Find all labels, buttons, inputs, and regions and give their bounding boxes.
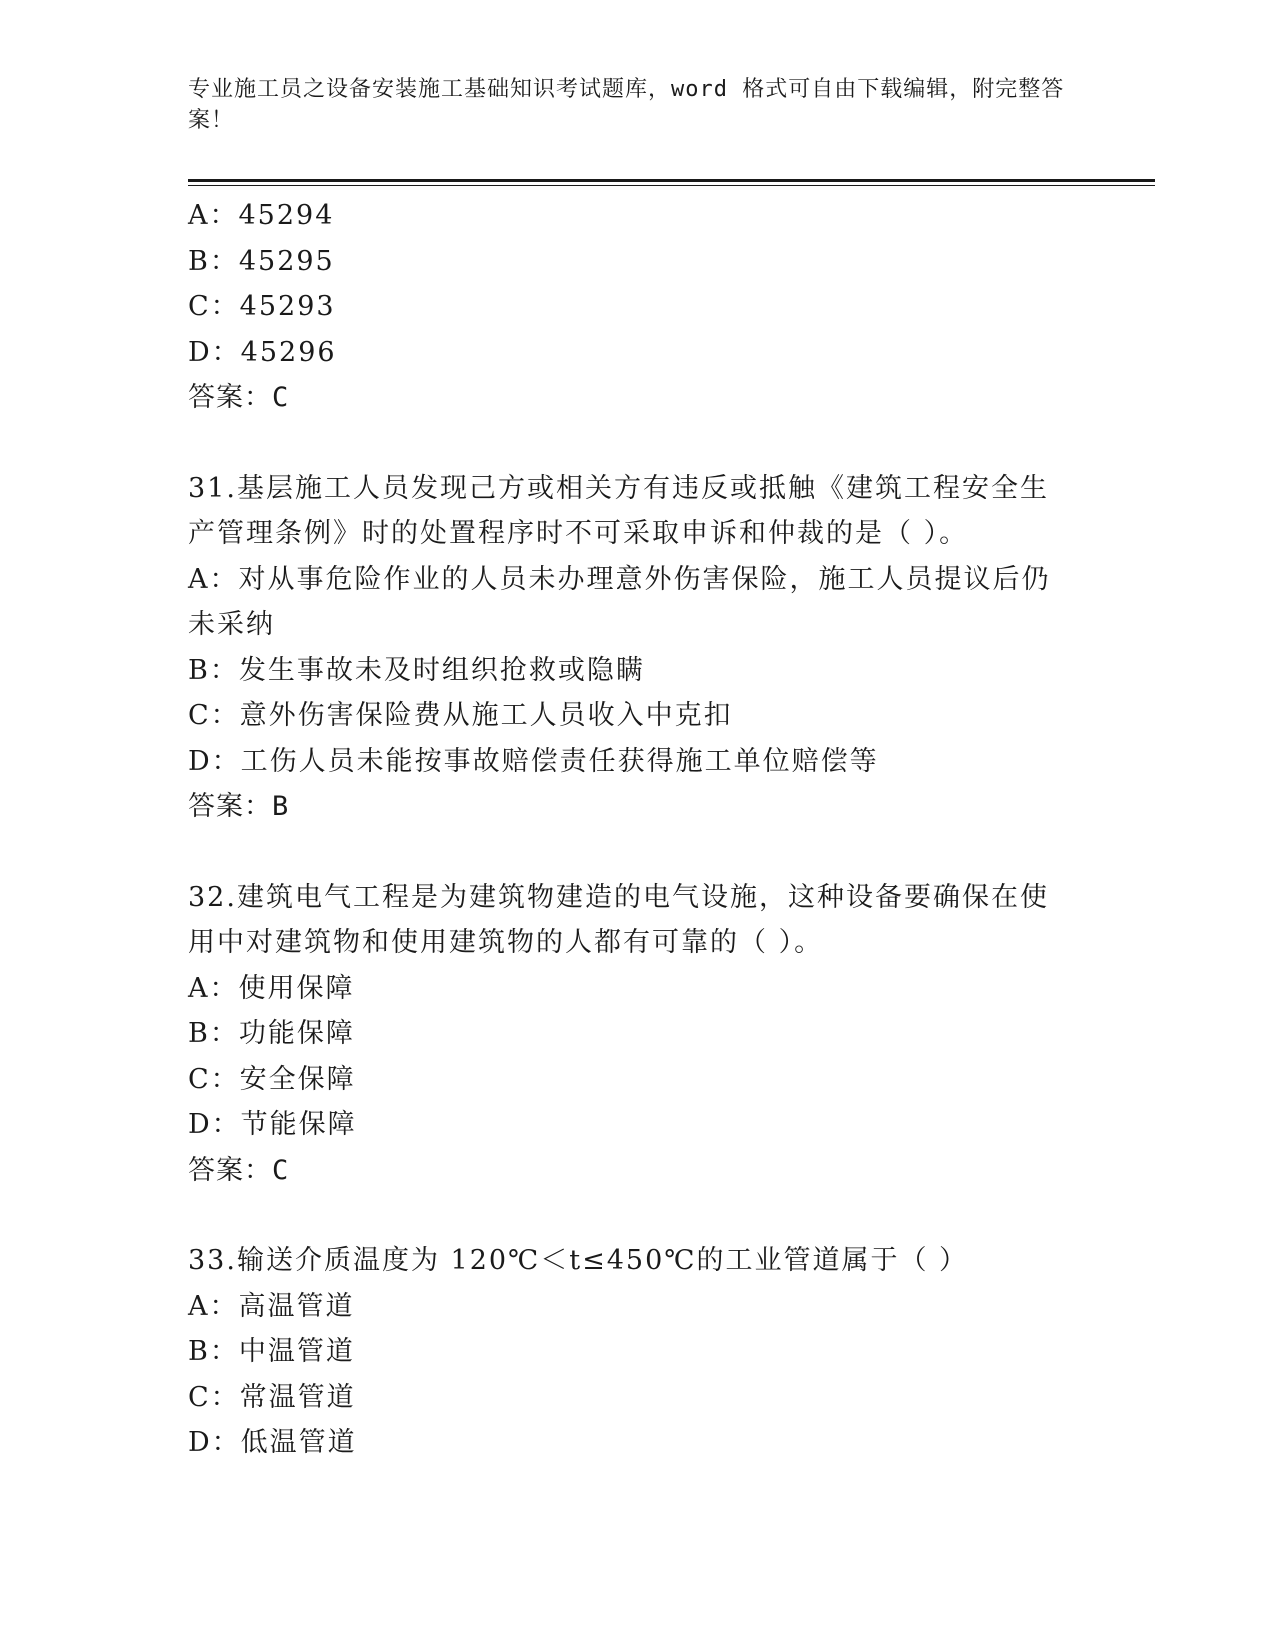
option-separator: ： (209, 563, 239, 595)
option-key: B (188, 1336, 210, 1367)
option-key: B (188, 654, 210, 686)
option-text: 中温管道 (238, 1336, 355, 1367)
option-key: D (188, 745, 212, 777)
answer-line: 答案：C (188, 382, 290, 413)
option-c (188, 1375, 1068, 1421)
option-separator: ： (209, 654, 239, 686)
option-separator: ： (209, 1290, 239, 1322)
option-text: 安全保障 (239, 1063, 356, 1095)
header-divider-thick (188, 179, 1155, 182)
option-key: C (188, 700, 211, 731)
option-text: 45295 (238, 245, 335, 277)
option-key: C (188, 1063, 211, 1095)
option-key: A (188, 563, 210, 595)
option-separator: ： (209, 972, 239, 1004)
question-31 (188, 466, 1068, 830)
option-separator: ： (210, 1381, 240, 1413)
option-separator: ： (211, 336, 241, 368)
option-text: 发生事故未及时组织抢救或隐瞒 (238, 654, 645, 686)
option-d (188, 330, 1068, 376)
answer-line: 答案：B (188, 791, 290, 822)
question-stem: 33.输送介质温度为 120℃＜t≤450℃的工业管道属于（ ） (188, 1245, 969, 1276)
option-text: 节能保障 (240, 1109, 357, 1140)
option-key: A (188, 1290, 210, 1322)
option-text: 45294 (238, 200, 335, 231)
option-a (188, 557, 1068, 648)
question-stem: 31.基层施工人员发现己方或相关方有违反或抵触《建筑工程安全生产管理条例》时的处置程序时不可采取申诉和仲裁的是（ ）。 (188, 472, 1049, 549)
option-key: A (188, 972, 210, 1004)
document-header: 专业施工员之设备安装施工基础知识考试题库，word 格式可自由下载编辑，附完整答案！ (188, 77, 1065, 133)
option-key: A (188, 200, 210, 231)
option-d (188, 739, 1068, 785)
option-text: 45293 (239, 291, 336, 322)
option-d (188, 1102, 1068, 1148)
option-separator: ： (211, 1109, 241, 1140)
option-c (188, 284, 1068, 330)
option-key: D (188, 1109, 212, 1140)
question-content (188, 193, 1068, 1466)
option-separator: ： (209, 245, 239, 277)
option-key: C (188, 1381, 211, 1413)
option-key: D (188, 336, 212, 368)
option-a (188, 1284, 1068, 1330)
option-text: 45296 (240, 336, 337, 368)
option-text: 常温管道 (239, 1381, 356, 1413)
option-separator: ： (210, 700, 240, 731)
option-key: B (188, 1018, 210, 1049)
option-c (188, 1057, 1068, 1103)
option-separator: ： (211, 1427, 241, 1458)
option-a (188, 193, 1068, 239)
option-text: 低温管道 (240, 1427, 357, 1458)
option-d (188, 1420, 1068, 1466)
previous-question-tail (188, 193, 1068, 421)
option-text: 工伤人员未能按事故赔偿责任获得施工单位赔偿等 (240, 745, 879, 777)
option-text: 高温管道 (238, 1290, 355, 1322)
option-key: C (188, 291, 211, 322)
option-b (188, 648, 1068, 694)
option-separator: ： (210, 1063, 240, 1095)
option-b (188, 239, 1068, 285)
option-a (188, 966, 1068, 1012)
option-text: 使用保障 (238, 972, 355, 1004)
option-key: B (188, 245, 210, 277)
question-33 (188, 1238, 1068, 1466)
option-b (188, 1011, 1068, 1057)
option-separator: ： (211, 745, 241, 777)
question-32 (188, 875, 1068, 1194)
option-text: 对从事危险作业的人员未办理意外伤害保险，施工人员提议后仍未采纳 (188, 563, 1051, 640)
option-key: D (188, 1427, 212, 1458)
option-b (188, 1329, 1068, 1375)
header-divider-thin (188, 185, 1155, 186)
option-c (188, 693, 1068, 739)
option-text: 意外伤害保险费从施工人员收入中克扣 (239, 700, 733, 731)
question-stem: 32.建筑电气工程是为建筑物建造的电气设施，这种设备要确保在使用中对建筑物和使用建筑物的人都有可靠的（ ）。 (188, 881, 1049, 958)
answer-line: 答案：C (188, 1154, 290, 1186)
option-separator: ： (209, 200, 239, 231)
option-separator: ： (209, 1336, 239, 1367)
option-text: 功能保障 (238, 1018, 355, 1049)
option-separator: ： (210, 291, 240, 322)
option-separator: ： (209, 1018, 239, 1049)
